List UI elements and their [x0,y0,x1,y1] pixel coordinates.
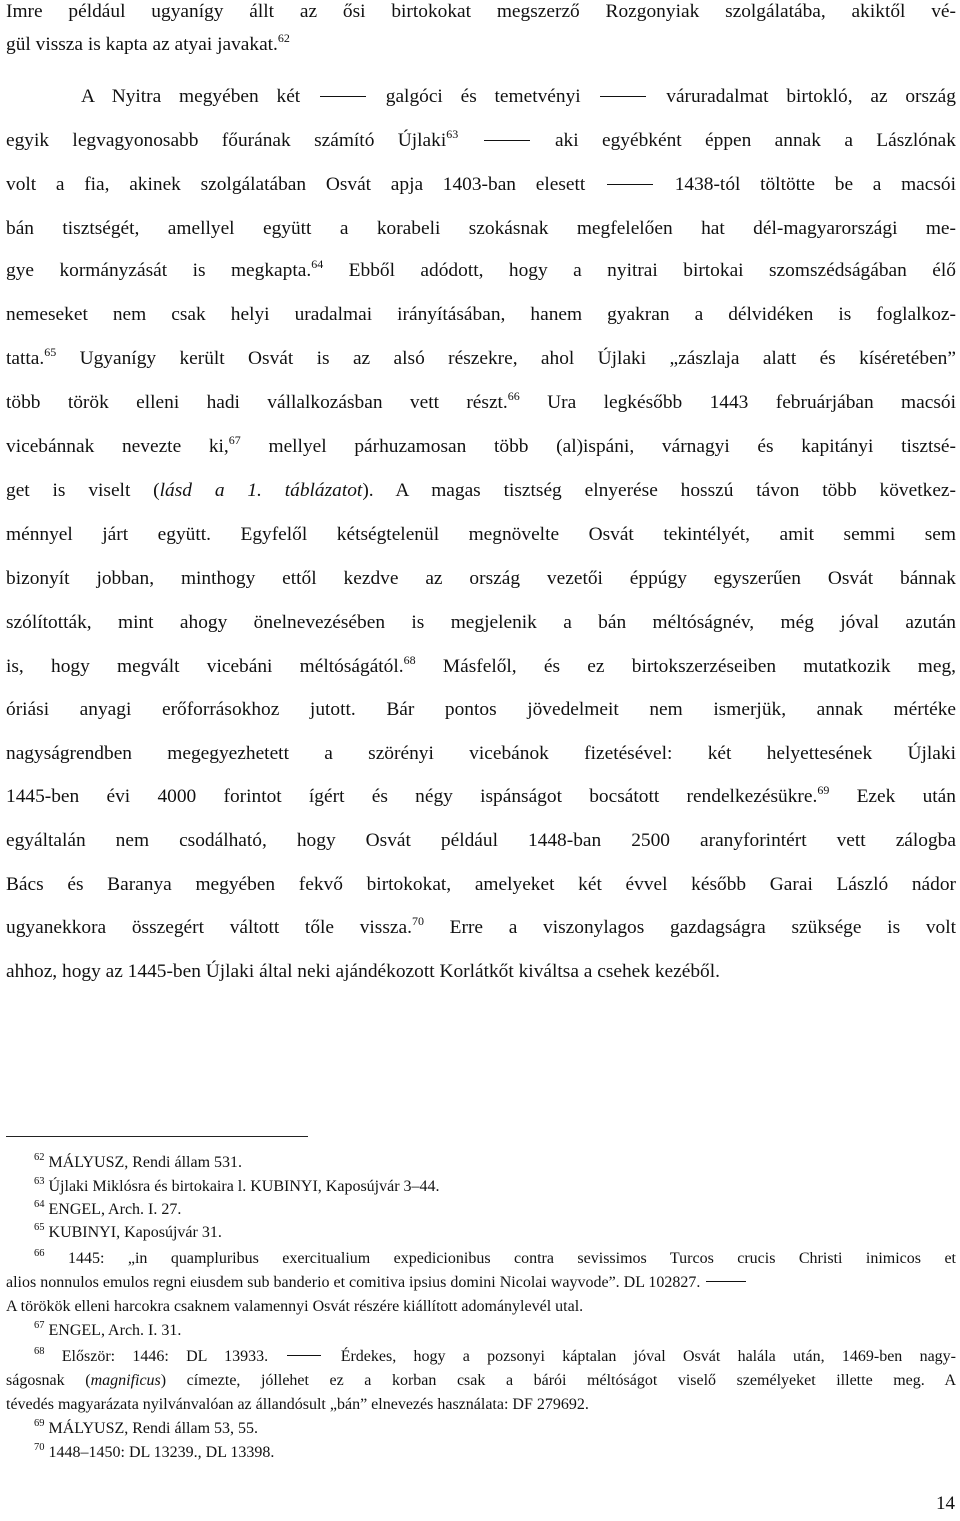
text-line: több török elleni hadi vállalkozásban vett részt.$^{66}$ Ura legkésőbb 1443 februárjában macsói [6,389,956,413]
footnote-68-cont: tévedés magyarázata nyilvánvalóan az állandósult „bán” elnevezés használata: DF 279692. [6,1396,589,1413]
footnote-65: $^{65}$ KUBINYI, Kaposújvár 31. [34,1222,222,1241]
footnote-66: $^{66}$ 1445: „in quampluribus exercitualium expedicionibus contra sevissimos Turcos crucis Christi inimicos et [34,1248,956,1267]
footnote-ref[interactable]: 63 [446,127,459,141]
em-dash [320,96,366,97]
footnote-ref[interactable]: 64 [311,257,324,271]
text-line: nemeseket nem csak helyi uradalmai irányításában, hanem gyakran a délvidéken is foglalkoz- [6,304,956,325]
em-dash [607,184,653,185]
em-dash [484,140,530,141]
text-line: nagyságrendben megegyezhetett a szörényi vicebánok fizetésével: két helyettesének Újlaki [6,743,956,764]
footnote-62: $^{62}$ MÁLYUSZ, Rendi állam 531. [34,1152,243,1171]
text-line: ahhoz, hogy az 1445-ben Újlaki által neki ajándékozott Korlátkőt kiváltsa a csehek kezéből. [6,961,720,982]
text-line: bizonyít jobban, minthogy ettől kezdve az ország vezetői éppúgy egyszerűen Osvát bánnak [6,568,956,589]
text-line: egyáltalán nem csodálható, hogy Osvát például 1448-ban 2500 aranyforintért vett zálogba [6,830,956,851]
footnote-ref[interactable]: 67 [228,433,241,447]
text-line: A Nyitra megyében két galgóci és temetvényi váruradalmat birtokló, az ország [81,86,956,107]
text-line: volt a fia, akinek szolgálatában Osvát apja 1403-ban elesett 1438-tól töltötte be a macsói [6,174,956,195]
text-line: Bács és Baranya megyében fekvő birtokokat, amelyeket két évvel később Garai László nádor [6,874,956,895]
footnote-separator [6,1136,308,1137]
em-dash [706,1281,746,1282]
footnote-ref[interactable]: 68 [403,653,416,667]
text-line: bán tisztségét, amellyel együtt a korabeli szokásnak megfelelően hat dél-magyarországi me- [6,218,956,239]
text-line: egyik legvagyonosabb főurának számító Újlaki$^{63}$ aki egyébként éppen annak a Lászlónak [6,127,956,151]
footnote-67: $^{67}$ ENGEL, Arch. I. 31. [34,1320,182,1339]
text-line: tatta.$^{65}$ Ugyanígy került Osvát is az alsó részekre, ahol Újlaki „zászlaja alatt és kíséretében” [6,345,956,369]
text-line: gye kormányzását is megkapta.$^{64}$ Ebből adódott, hogy a nyitrai birtokai szomszédságában élő [6,257,956,281]
em-dash [287,1355,321,1356]
footnote-68: $^{68}$ Először: 1446: DL 13933. Érdekes, hogy a pozsonyi káptalan jóval Osvát halála után, 1469-ben nagy- [34,1346,957,1365]
footnote-70: $^{70}$ 1448–1450: DL 13239., DL 13398. [34,1442,275,1461]
text-line: ugyanekkora összegért váltott tőle vissza.$^{70}$ Erre a viszonylagos gazdagságra szüksége is volt [6,914,956,938]
footnote-ref[interactable]: 66 [507,389,520,403]
text-line: gül vissza is kapta az atyai javakat.$^{62}$ [6,31,290,55]
text-line: szólították, mint ahogy önelnevezésében is megjelenik a bán méltóságnév, még jóval azután [6,612,956,633]
footnote-66-cont: alios nonnulos emulos regni eiusdem sub banderio et comitiva ipsius domini Nicolai wayvode”. DL 102827. [6,1272,956,1294]
footnote-ref[interactable]: 62 [277,31,290,45]
text-line: 1445-ben évi 4000 forintot ígért és négy ispánságot bocsátott rendelkezésükre.$^{69}$ Ezek után [6,783,956,807]
text-line: get is viselt (lásd a 1. táblázatot). A magas tisztség elnyerése hosszú távon több következ- [6,480,956,501]
text-line: vicebánnak nevezte ki,$^{67}$ mellyel párhuzamosan több (al)ispáni, várnagyi és kapitányi tisztsé- [6,433,956,457]
footnote-ref[interactable]: 65 [44,345,57,359]
footnote-69: $^{69}$ MÁLYUSZ, Rendi állam 53, 55. [34,1418,259,1437]
text-line: is, hogy megvált vicebáni méltóságától.$^{68}$ Másfelől, és ez birtokszerzéseiben mutatkozik meg, [6,653,956,677]
em-dash [600,96,646,97]
text-line: óriási anyagi erőforrásokhoz jutott. Bár pontos jövedelmeit nem ismerjük, annak mértéke [6,699,956,720]
footnote-63: $^{63}$ Újlaki Miklósra és birtokaira l. KUBINYI, Kaposújvár 3–44. [34,1176,440,1195]
footnote-ref[interactable]: 69 [817,783,830,797]
page-number: 14 [936,1493,955,1514]
footnote-ref[interactable]: 70 [411,914,424,928]
footnote-66-cont: A törökök elleni harcokra csaknem valamennyi Osvát részére kiállított adománylevél utal. [6,1298,584,1315]
table-reference[interactable]: lásd a 1. táblázatot [159,480,363,501]
text-line: ménnyel járt együtt. Egyfelől kétségtelenül megnövelte Osvát tekintélyét, amit semmi sem [6,524,956,545]
text-line: Imre például ugyanígy állt az ősi birtokokat megszerző Rozgonyiak szolgálatába, akiktől vé- [6,1,956,22]
footnote-64: $^{64}$ ENGEL, Arch. I. 27. [34,1199,182,1218]
footnote-68-cont: ságosnak (magnificus) címezte, jóllehet ez a korban csak a bárói méltóságot viselő személyeket illette meg. A [6,1372,957,1389]
